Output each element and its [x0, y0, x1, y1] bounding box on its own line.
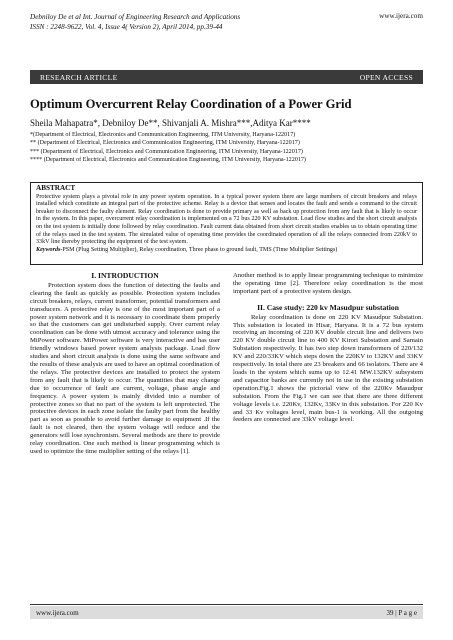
page-number: 39 | P a g e [386, 608, 417, 617]
right-column [233, 272, 423, 424]
affiliations [30, 131, 425, 164]
article-type-banner [30, 70, 423, 84]
abstract-heading: ABSTRACT [36, 184, 76, 192]
abstract-body: Protective system plays a pivotal role in any power system operation. In a typical power system there are large numbers of circuit breakers and relays installed which constitute an integral part of the protective scheme. Relay is a device that senses and locates the fault and sends a command to the circuit breaker to disconnect the faulty element. Relay coordination is done to provide primary as well as back up protection from any fault that is likely to occur in the system. In this paper, overcurrent relay coordination is implemented on a 72 bus 220 KV substation. Load flow studies and the short circuit analysis on the test system is initially done followed by relay coordination. Fault current data obtained from short circuit studies enables us to obtain operating time of the relays used in the test system. The simulated value of operating time provides the coordinated operation of all the relays connected from 220kV to 33kV line thereby protecting the equipment of the test system. [36, 193, 417, 246]
keywords-text: PSM (Plug Setting Multiplier), Relay coordination, Three phase to ground fault, TMS (Time Multiplier Settings) [62, 246, 338, 253]
footer-divider [30, 604, 423, 605]
page-footer [30, 606, 423, 619]
citation-line-1: Debniloy De et al Int. Journal of Engineering Research and Applications [30, 13, 241, 21]
introduction-heading: I. INTRODUCTION [91, 271, 159, 280]
keywords-label: Keywords- [36, 246, 63, 253]
keywords [36, 247, 417, 255]
paper-title: Optimum Overcurrent Relay Coordination of a Power Grid [30, 97, 352, 111]
research-article-label: RESEARCH ARTICLE [40, 72, 118, 82]
introduction-paragraph: Protection system does the function of detecting the faults and clearing the fault as quickly as possible. Protection system includes circuit breakers, relays, current transformer, potential transformers and transducers. A protective relay is one of the most important part of a power system network and it is necessary to coordinate them properly so that the customers can get undisturbed supply. Over current relay coordination can be done with utmost accuracy and tolerance using the MiPower software. MiPower software is very interactive and has user friendly windows based power system analysis package. Load flow studies and short circuit analysis is done using the same software and the results of these analysis are used to have an optimal coordination of the relays. The protective devices are installed to protect the system from any fault that is likely to occur. The quantities that may change due to occurrence of fault are current, voltage, phase angle and frequency. A power system is mainly divided into a number of protective zones so that no part of the system is left unprotected. The protective devices in each zone isolate the faulty part from the healthy part as soon as possible to avoid further damage to equipment .If the fault is not cleared, then the system voltage will reduce and the generators will lose synchronism. Several methods are there to provide relay coordination. One such method is linear programming which is used to optimize the time multiplier setting of the relays [1]. [30, 281, 220, 455]
author-list: Sheila Mahapatra*, Debniloy De**, Shivanjali A. Mishra***,Aditya Kar**** [30, 118, 311, 128]
left-column [30, 272, 220, 456]
citation-header [30, 12, 360, 32]
abstract-box [30, 182, 423, 265]
case-study-heading: II. Case study: 220 kv Masudpur substation [257, 302, 399, 312]
header-website-link[interactable]: www.ijera.com [379, 12, 423, 20]
case-study-paragraph: Relay coordination is done on 220 KV Masudpur Substation. This substation is located in Hisar, Haryana. It is a 72 bus system receiving an incoming of 220 KV double circuit line and delivers two 220 KV double circuit line to 400 KV Kirori Substation and Samain Substation respectively. It has two step down transformers of 220/132 KV and 220/33KV which steps down the 220KV to 132KV and 33KV respectively. In total there are 23 breakers and 66 isolators. There are 4 loads in the system which sums up to 12.41 MW.132KV subsystem and capacitor banks are currently not in use in the existing substation operation.Fig.1 shows the pictorial view of the 220Kv Masudpur substation. From the Fig.1 we can see that there are three different voltage levels i.e. 220Kv, 132Kv, 33Kv in this substation. For 220 Kv and 33 Kv voltages level, main bus-1 is working. All the outgoing feeders are connected are 33kV voltage level. [233, 313, 423, 424]
affiliation-1: *(Department of Electrical, Electronics and Communication Engineering, ITM University, Haryana-122017) [30, 132, 296, 138]
open-access-label: OPEN ACCESS [359, 72, 413, 82]
continued-paragraph: Another method is to apply linear programming technique to minimize the operating time [2]. Therefore relay coordination is the most important part of a protective system design. [233, 272, 423, 295]
affiliation-3: *** (Department of Electrical, Electronics and Communication Engineering, ITM University, Haryana-122017) [30, 148, 303, 155]
affiliation-2: ** (Department of Electrical, Electronics and Communication Engineering, ITM University, Haryana-122017) [30, 140, 300, 147]
citation-line-2: ISSN : 2248-9622, Vol. 4, Issue 4( Version 2), April 2014, pp.39-44 [30, 23, 223, 31]
footer-website-link[interactable]: www.ijera.com [36, 608, 79, 617]
affiliation-4: **** (Department of Electrical, Electronics and Communication Engineering, ITM University, Haryana-122017) [30, 156, 306, 163]
